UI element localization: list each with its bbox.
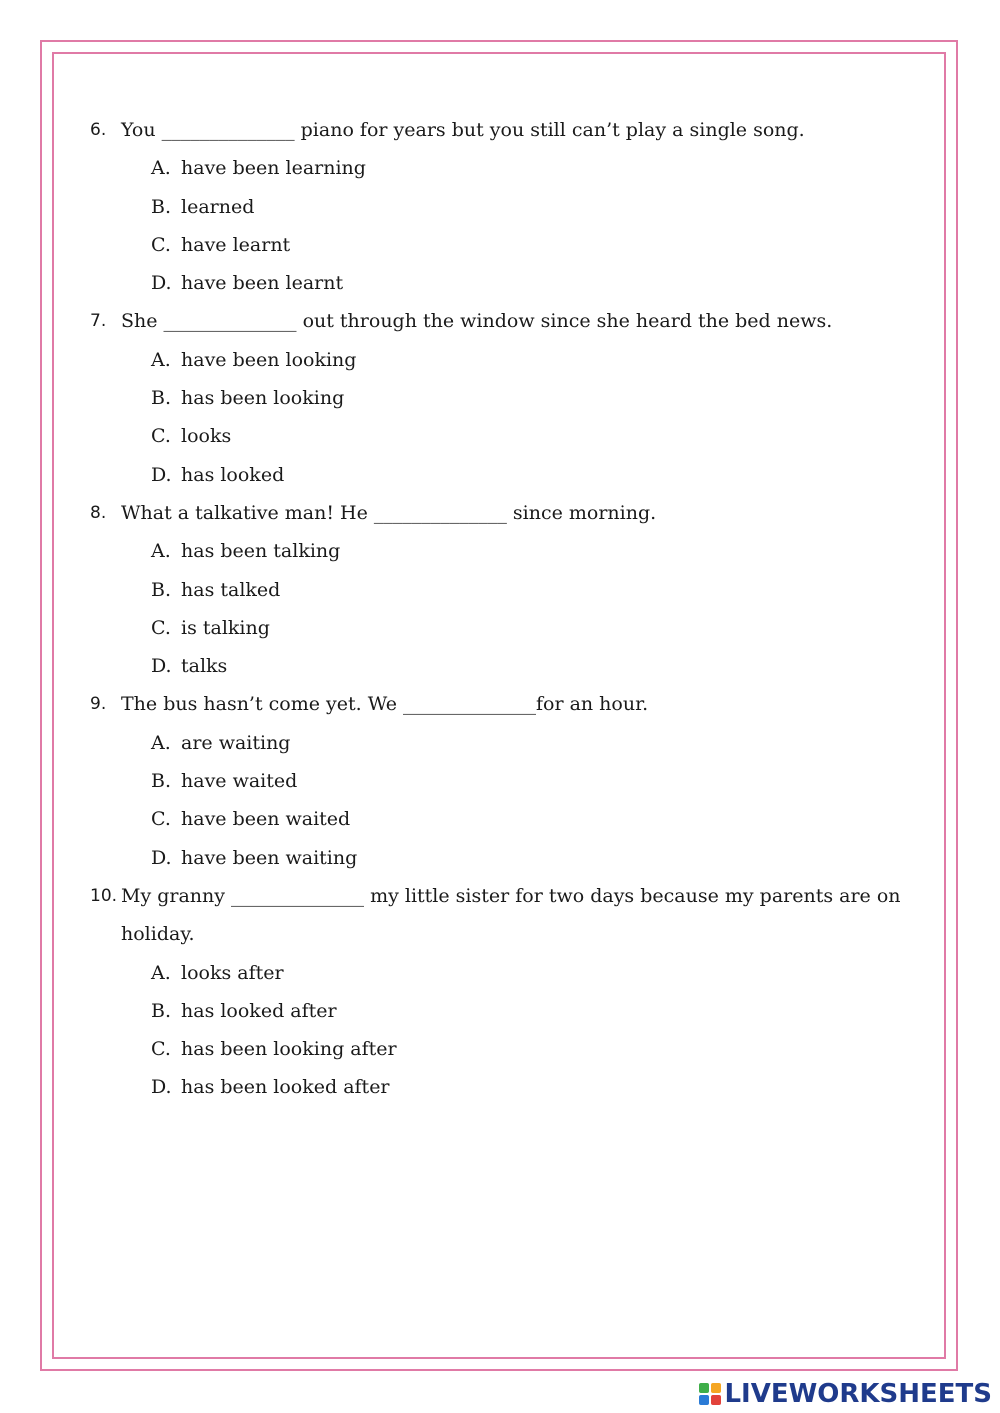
- option-text: has looked: [181, 463, 285, 486]
- question-text: You ______________ piano for years but you still can’t play a single song.: [121, 119, 805, 141]
- option-letter: A.: [151, 961, 171, 984]
- option-letter: C.: [151, 808, 171, 831]
- question-text-continued: holiday.: [121, 923, 195, 946]
- option-letter: C.: [151, 425, 171, 448]
- option-7a[interactable]: [0, 341, 1000, 379]
- option-text: learned: [181, 195, 255, 218]
- option-6a[interactable]: [0, 149, 1000, 187]
- option-text: have been learnt: [181, 272, 344, 295]
- option-10d[interactable]: [0, 1068, 1000, 1106]
- option-letter: D.: [151, 655, 172, 678]
- option-9a[interactable]: [0, 724, 1000, 762]
- question-8: [0, 494, 1000, 532]
- question-number: 10.: [90, 885, 118, 906]
- question-10-continued: [0, 915, 1000, 953]
- option-text: are waiting: [181, 731, 291, 754]
- option-9c[interactable]: [0, 800, 1000, 838]
- option-text: has talked: [181, 578, 281, 601]
- question-9: [0, 685, 1000, 723]
- option-text: talks: [181, 655, 228, 678]
- question-number: 9.: [90, 694, 107, 715]
- option-text: have been waiting: [181, 846, 358, 869]
- option-text: has been looked after: [181, 1076, 390, 1099]
- question-6: [0, 111, 1000, 149]
- option-text: have been looking: [181, 348, 357, 371]
- option-9b[interactable]: [0, 762, 1000, 800]
- option-letter: C.: [151, 616, 171, 639]
- option-6c[interactable]: [0, 226, 1000, 264]
- question-text: She ______________ out through the window since she heard the bed news.: [121, 310, 833, 333]
- option-6b[interactable]: [0, 188, 1000, 226]
- logo-text: LIVEWORKSHEETS: [724, 1379, 992, 1409]
- option-letter: B.: [151, 770, 172, 793]
- option-letter: C.: [151, 233, 171, 256]
- option-letter: B.: [151, 387, 172, 410]
- option-text: looks after: [181, 961, 284, 984]
- option-10b[interactable]: [0, 992, 1000, 1030]
- option-text: has been looking after: [181, 1038, 397, 1061]
- option-8b[interactable]: [0, 571, 1000, 609]
- option-7d[interactable]: [0, 456, 1000, 494]
- option-6d[interactable]: [0, 264, 1000, 302]
- option-text: has looked after: [181, 999, 337, 1022]
- option-text: have been learning: [181, 157, 366, 180]
- option-letter: D.: [151, 463, 172, 486]
- question-text: What a talkative man! He ______________ since morning.: [121, 501, 657, 524]
- option-8d[interactable]: [0, 647, 1000, 685]
- option-8c[interactable]: [0, 609, 1000, 647]
- option-8a[interactable]: [0, 532, 1000, 570]
- option-letter: A.: [151, 731, 171, 754]
- liveworksheets-logo[interactable]: [699, 1379, 992, 1409]
- option-letter: B.: [151, 999, 172, 1022]
- option-10c[interactable]: [0, 1030, 1000, 1068]
- option-letter: A.: [151, 540, 171, 563]
- option-7b[interactable]: [0, 379, 1000, 417]
- option-text: has been looking: [181, 387, 345, 410]
- option-text: looks: [181, 425, 232, 448]
- worksheet-content: [0, 111, 1000, 1107]
- option-9d[interactable]: [0, 839, 1000, 877]
- question-text: The bus hasn’t come yet. We ______________for an hour.: [121, 693, 649, 716]
- option-letter: A.: [151, 157, 171, 180]
- question-7: [0, 302, 1000, 340]
- option-text: have been waited: [181, 808, 351, 831]
- question-number: 8.: [90, 502, 107, 523]
- option-letter: D.: [151, 1076, 172, 1099]
- liveworksheets-blocks-icon: [699, 1383, 721, 1405]
- option-letter: B.: [151, 578, 172, 601]
- option-text: have learnt: [181, 233, 291, 256]
- question-text: My granny ______________ my little sister for two days because my parents are on: [121, 884, 901, 907]
- option-letter: C.: [151, 1038, 171, 1061]
- option-text: have waited: [181, 770, 298, 793]
- question-number: 7.: [90, 311, 107, 332]
- option-10a[interactable]: [0, 954, 1000, 992]
- question-10: [0, 877, 1000, 915]
- option-7c[interactable]: [0, 417, 1000, 455]
- question-number: 6.: [90, 120, 107, 140]
- option-letter: D.: [151, 272, 172, 295]
- option-letter: B.: [151, 195, 172, 218]
- option-text: is talking: [181, 616, 270, 639]
- option-letter: D.: [151, 846, 172, 869]
- option-text: has been talking: [181, 540, 341, 563]
- option-letter: A.: [151, 348, 171, 371]
